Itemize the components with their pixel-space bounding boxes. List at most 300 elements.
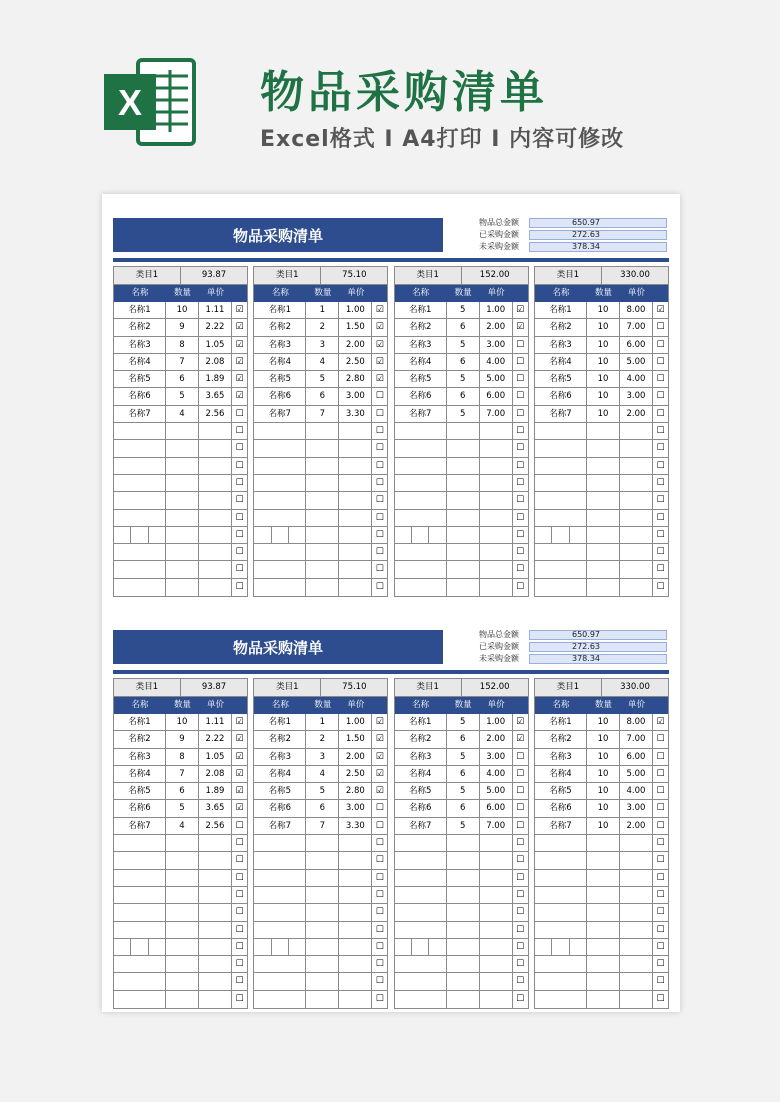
item-price-cell[interactable]: 2.80 — [339, 783, 372, 799]
item-qty-cell[interactable]: 6 — [447, 354, 480, 370]
purchased-checkbox[interactable]: ☑ — [375, 751, 384, 762]
item-name-cell[interactable]: 名称1 — [395, 714, 447, 730]
category-name[interactable]: 类目1 — [254, 679, 321, 696]
item-name-cell[interactable]: 名称6 — [254, 800, 306, 816]
empty-cell[interactable] — [114, 870, 166, 886]
empty-cell[interactable] — [395, 904, 447, 920]
item-price-cell[interactable]: 3.00 — [339, 388, 372, 404]
purchased-checkbox[interactable]: ☐ — [656, 477, 665, 488]
purchased-checkbox[interactable]: ☐ — [375, 477, 384, 488]
purchased-checkbox[interactable]: ☑ — [375, 305, 384, 315]
empty-cell[interactable] — [395, 510, 447, 526]
item-qty-cell[interactable]: 10 — [587, 354, 620, 370]
item-name-cell[interactable]: 名称7 — [535, 818, 587, 834]
item-name-cell[interactable]: 名称6 — [535, 800, 587, 816]
purchased-checkbox[interactable]: ☐ — [375, 512, 384, 523]
empty-cell[interactable] — [114, 922, 166, 938]
purchased-checkbox[interactable]: ☑ — [235, 786, 244, 797]
item-name-cell[interactable]: 名称6 — [254, 388, 306, 404]
purchased-checkbox[interactable]: ☐ — [656, 768, 665, 779]
empty-cell[interactable] — [480, 492, 513, 508]
empty-cell[interactable] — [166, 423, 199, 439]
empty-cell[interactable] — [254, 887, 306, 903]
item-price-cell[interactable]: 1.00 — [339, 302, 372, 318]
purchased-checkbox[interactable]: ☐ — [656, 872, 665, 883]
empty-cell[interactable] — [166, 440, 199, 456]
purchased-checkbox[interactable]: ☐ — [235, 581, 244, 592]
purchased-checkbox[interactable]: ☐ — [516, 477, 525, 488]
empty-cell[interactable] — [306, 527, 339, 543]
item-name-cell[interactable]: 名称1 — [535, 714, 587, 730]
empty-cell[interactable] — [199, 423, 232, 439]
purchased-checkbox[interactable]: ☑ — [375, 768, 384, 779]
empty-cell[interactable] — [199, 510, 232, 526]
purchased-checkbox[interactable]: ☐ — [516, 495, 525, 506]
item-qty-cell[interactable]: 5 — [447, 406, 480, 422]
item-qty-cell[interactable]: 5 — [447, 302, 480, 318]
empty-cell[interactable] — [620, 527, 653, 543]
purchased-checkbox[interactable]: ☐ — [235, 477, 244, 488]
empty-cell[interactable] — [535, 922, 587, 938]
purchased-checkbox[interactable]: ☐ — [656, 889, 665, 900]
empty-cell[interactable] — [535, 458, 587, 474]
empty-cell[interactable] — [199, 475, 232, 491]
purchased-checkbox[interactable]: ☑ — [375, 717, 384, 727]
empty-cell[interactable] — [480, 579, 513, 596]
empty-cell[interactable] — [254, 922, 306, 938]
empty-cell[interactable] — [199, 561, 232, 577]
empty-cell[interactable] — [254, 475, 306, 491]
empty-cell[interactable] — [339, 440, 372, 456]
purchased-checkbox[interactable]: ☑ — [375, 339, 384, 350]
empty-cell[interactable] — [480, 973, 513, 989]
purchased-checkbox[interactable]: ☐ — [516, 907, 525, 918]
item-price-cell[interactable]: 5.00 — [620, 766, 653, 782]
item-qty-cell[interactable]: 7 — [306, 406, 339, 422]
item-name-cell[interactable]: 名称3 — [114, 337, 166, 353]
item-qty-cell[interactable]: 3 — [306, 749, 339, 765]
item-qty-cell[interactable]: 10 — [587, 371, 620, 387]
item-price-cell[interactable]: 2.56 — [199, 818, 232, 834]
purchased-checkbox[interactable]: ☑ — [235, 391, 244, 402]
item-price-cell[interactable]: 2.50 — [339, 354, 372, 370]
empty-cell[interactable] — [306, 579, 339, 596]
empty-cell[interactable] — [587, 973, 620, 989]
empty-cell[interactable] — [114, 835, 166, 851]
empty-cell[interactable] — [254, 561, 306, 577]
item-name-cell[interactable]: 名称5 — [535, 783, 587, 799]
empty-cell[interactable] — [306, 870, 339, 886]
purchased-checkbox[interactable]: ☑ — [235, 374, 244, 385]
item-name-cell[interactable]: 名称1 — [114, 302, 166, 318]
item-name-cell[interactable]: 名称5 — [254, 783, 306, 799]
purchased-checkbox[interactable]: ☐ — [516, 768, 525, 779]
category-name[interactable]: 类目1 — [114, 679, 181, 696]
empty-cell[interactable] — [447, 852, 480, 868]
empty-cell[interactable] — [480, 939, 513, 955]
empty-cell[interactable] — [306, 973, 339, 989]
purchased-checkbox[interactable]: ☐ — [235, 512, 244, 523]
item-qty-cell[interactable]: 6 — [306, 800, 339, 816]
item-qty-cell[interactable]: 5 — [447, 714, 480, 730]
empty-cell[interactable] — [395, 973, 447, 989]
empty-cell[interactable] — [114, 561, 166, 577]
category-name[interactable]: 类目1 — [535, 267, 602, 284]
empty-cell[interactable] — [114, 973, 166, 989]
category-name[interactable]: 类目1 — [535, 679, 602, 696]
item-qty-cell[interactable]: 6 — [306, 388, 339, 404]
purchased-checkbox[interactable]: ☐ — [235, 924, 244, 935]
purchased-checkbox[interactable]: ☐ — [656, 993, 665, 1004]
item-name-cell[interactable]: 名称3 — [535, 337, 587, 353]
empty-cell[interactable] — [535, 544, 587, 560]
item-price-cell[interactable]: 4.00 — [620, 783, 653, 799]
empty-cell[interactable] — [535, 887, 587, 903]
purchased-checkbox[interactable]: ☐ — [656, 426, 665, 437]
item-qty-cell[interactable]: 6 — [447, 731, 480, 747]
item-name-cell[interactable]: 名称7 — [254, 818, 306, 834]
item-qty-cell[interactable]: 6 — [447, 388, 480, 404]
item-qty-cell[interactable]: 10 — [587, 800, 620, 816]
empty-cell[interactable] — [480, 852, 513, 868]
item-price-cell[interactable]: 3.65 — [199, 388, 232, 404]
empty-cell[interactable] — [447, 956, 480, 972]
empty-cell[interactable] — [620, 510, 653, 526]
empty-cell[interactable] — [306, 475, 339, 491]
empty-cell[interactable] — [535, 510, 587, 526]
purchased-checkbox[interactable]: ☐ — [516, 889, 525, 900]
item-name-cell[interactable]: 名称4 — [254, 766, 306, 782]
item-price-cell[interactable]: 2.56 — [199, 406, 232, 422]
purchased-checkbox[interactable]: ☐ — [375, 460, 384, 471]
empty-cell[interactable] — [114, 510, 166, 526]
item-name-cell[interactable]: 名称2 — [535, 319, 587, 335]
item-qty-cell[interactable]: 7 — [166, 354, 199, 370]
empty-cell[interactable] — [447, 458, 480, 474]
purchased-checkbox[interactable]: ☐ — [235, 872, 244, 883]
empty-cell[interactable] — [306, 922, 339, 938]
item-price-cell[interactable]: 3.00 — [620, 800, 653, 816]
item-price-cell[interactable]: 2.22 — [199, 731, 232, 747]
purchased-checkbox[interactable]: ☐ — [656, 443, 665, 454]
item-name-cell[interactable]: 名称6 — [395, 388, 447, 404]
purchased-checkbox[interactable]: ☐ — [516, 512, 525, 523]
empty-cell[interactable] — [620, 458, 653, 474]
purchased-checkbox[interactable]: ☐ — [375, 889, 384, 900]
empty-cell[interactable] — [114, 904, 166, 920]
purchased-checkbox[interactable]: ☑ — [656, 717, 665, 727]
empty-cell[interactable] — [166, 939, 199, 955]
item-price-cell[interactable]: 7.00 — [480, 406, 513, 422]
item-price-cell[interactable]: 1.05 — [199, 749, 232, 765]
empty-cell[interactable] — [395, 561, 447, 577]
purchased-checkbox[interactable]: ☑ — [516, 322, 525, 333]
item-qty-cell[interactable]: 4 — [166, 406, 199, 422]
empty-cell[interactable] — [306, 440, 339, 456]
empty-cell[interactable] — [166, 904, 199, 920]
empty-cell[interactable] — [447, 939, 480, 955]
purchased-checkbox[interactable]: ☐ — [516, 443, 525, 454]
empty-cell[interactable] — [114, 475, 166, 491]
purchased-checkbox[interactable]: ☐ — [656, 907, 665, 918]
empty-cell[interactable] — [254, 852, 306, 868]
item-qty-cell[interactable]: 5 — [306, 783, 339, 799]
empty-cell[interactable] — [339, 973, 372, 989]
empty-cell[interactable] — [447, 492, 480, 508]
empty-cell[interactable] — [254, 904, 306, 920]
empty-cell[interactable] — [254, 544, 306, 560]
empty-cell[interactable] — [114, 440, 166, 456]
item-price-cell[interactable]: 3.00 — [480, 337, 513, 353]
purchased-checkbox[interactable]: ☐ — [516, 391, 525, 402]
category-name[interactable]: 类目1 — [395, 267, 462, 284]
empty-cell[interactable] — [166, 510, 199, 526]
empty-cell[interactable] — [254, 870, 306, 886]
empty-cell[interactable] — [587, 475, 620, 491]
item-name-cell[interactable]: 名称3 — [254, 749, 306, 765]
empty-cell[interactable] — [306, 544, 339, 560]
item-name-cell[interactable]: 名称4 — [395, 354, 447, 370]
purchased-checkbox[interactable]: ☐ — [516, 786, 525, 797]
purchased-checkbox[interactable]: ☐ — [516, 820, 525, 831]
item-name-cell[interactable]: 名称2 — [114, 731, 166, 747]
item-price-cell[interactable]: 1.00 — [480, 714, 513, 730]
item-qty-cell[interactable]: 9 — [166, 731, 199, 747]
item-price-cell[interactable]: 1.89 — [199, 371, 232, 387]
empty-cell[interactable] — [306, 852, 339, 868]
purchased-checkbox[interactable]: ☐ — [235, 408, 244, 419]
empty-cell[interactable] — [587, 423, 620, 439]
item-price-cell[interactable]: 1.00 — [339, 714, 372, 730]
item-name-cell[interactable]: 名称7 — [535, 406, 587, 422]
empty-cell[interactable] — [306, 510, 339, 526]
empty-cell[interactable] — [535, 870, 587, 886]
empty-cell[interactable] — [166, 870, 199, 886]
empty-cell[interactable] — [395, 922, 447, 938]
item-qty-cell[interactable]: 8 — [166, 337, 199, 353]
item-qty-cell[interactable]: 10 — [587, 388, 620, 404]
item-price-cell[interactable]: 2.00 — [620, 406, 653, 422]
empty-cell[interactable] — [587, 458, 620, 474]
empty-cell[interactable] — [254, 579, 306, 596]
empty-cell[interactable] — [339, 475, 372, 491]
purchased-checkbox[interactable]: ☑ — [235, 803, 244, 814]
item-name-cell[interactable]: 名称1 — [535, 302, 587, 318]
purchased-checkbox[interactable]: ☐ — [375, 924, 384, 935]
empty-cell[interactable] — [447, 510, 480, 526]
item-qty-cell[interactable]: 5 — [166, 388, 199, 404]
item-price-cell[interactable]: 2.00 — [480, 731, 513, 747]
empty-cell[interactable] — [166, 922, 199, 938]
empty-cell[interactable] — [587, 492, 620, 508]
empty-cell[interactable] — [254, 440, 306, 456]
purchased-checkbox[interactable]: ☐ — [516, 529, 525, 540]
item-name-cell[interactable]: 名称1 — [395, 302, 447, 318]
empty-cell[interactable] — [395, 527, 447, 543]
item-price-cell[interactable]: 1.50 — [339, 319, 372, 335]
empty-cell[interactable] — [199, 870, 232, 886]
item-qty-cell[interactable]: 10 — [587, 302, 620, 318]
empty-cell[interactable] — [339, 939, 372, 955]
empty-cell[interactable] — [395, 835, 447, 851]
purchased-checkbox[interactable]: ☐ — [235, 889, 244, 900]
empty-cell[interactable] — [447, 544, 480, 560]
purchased-checkbox[interactable]: ☐ — [375, 941, 384, 952]
empty-cell[interactable] — [254, 527, 306, 543]
empty-cell[interactable] — [480, 475, 513, 491]
empty-cell[interactable] — [480, 835, 513, 851]
item-name-cell[interactable]: 名称3 — [114, 749, 166, 765]
item-price-cell[interactable]: 6.00 — [620, 749, 653, 765]
item-price-cell[interactable]: 3.00 — [620, 388, 653, 404]
item-price-cell[interactable]: 3.65 — [199, 800, 232, 816]
empty-cell[interactable] — [395, 492, 447, 508]
purchased-checkbox[interactable]: ☐ — [375, 529, 384, 540]
empty-cell[interactable] — [114, 544, 166, 560]
item-price-cell[interactable]: 8.00 — [620, 714, 653, 730]
item-qty-cell[interactable]: 10 — [587, 818, 620, 834]
purchased-checkbox[interactable]: ☐ — [516, 581, 525, 592]
purchased-checkbox[interactable]: ☑ — [516, 305, 525, 315]
empty-cell[interactable] — [199, 579, 232, 596]
empty-cell[interactable] — [535, 475, 587, 491]
item-qty-cell[interactable]: 10 — [587, 337, 620, 353]
empty-cell[interactable] — [535, 835, 587, 851]
empty-cell[interactable] — [199, 887, 232, 903]
item-name-cell[interactable]: 名称1 — [254, 714, 306, 730]
empty-cell[interactable] — [447, 423, 480, 439]
item-price-cell[interactable]: 5.00 — [480, 371, 513, 387]
empty-cell[interactable] — [620, 956, 653, 972]
item-price-cell[interactable]: 4.00 — [620, 371, 653, 387]
empty-cell[interactable] — [587, 544, 620, 560]
purchased-checkbox[interactable]: ☑ — [375, 374, 384, 385]
purchased-checkbox[interactable]: ☐ — [656, 408, 665, 419]
empty-cell[interactable] — [587, 956, 620, 972]
purchased-checkbox[interactable]: ☐ — [656, 941, 665, 952]
item-qty-cell[interactable]: 10 — [166, 302, 199, 318]
item-price-cell[interactable]: 1.00 — [480, 302, 513, 318]
empty-cell[interactable] — [254, 956, 306, 972]
empty-cell[interactable] — [447, 561, 480, 577]
empty-cell[interactable] — [620, 973, 653, 989]
item-qty-cell[interactable]: 6 — [447, 766, 480, 782]
empty-cell[interactable] — [306, 835, 339, 851]
purchased-checkbox[interactable]: ☐ — [375, 872, 384, 883]
purchased-checkbox[interactable]: ☑ — [375, 734, 384, 745]
empty-cell[interactable] — [535, 852, 587, 868]
item-name-cell[interactable]: 名称1 — [254, 302, 306, 318]
empty-cell[interactable] — [166, 973, 199, 989]
empty-cell[interactable] — [395, 852, 447, 868]
purchased-checkbox[interactable]: ☐ — [516, 547, 525, 558]
item-name-cell[interactable]: 名称6 — [114, 800, 166, 816]
item-price-cell[interactable]: 5.00 — [620, 354, 653, 370]
item-name-cell[interactable]: 名称7 — [114, 818, 166, 834]
purchased-checkbox[interactable]: ☐ — [656, 322, 665, 333]
empty-cell[interactable] — [535, 939, 587, 955]
item-price-cell[interactable]: 3.00 — [339, 800, 372, 816]
item-qty-cell[interactable]: 10 — [587, 319, 620, 335]
purchased-checkbox[interactable]: ☐ — [375, 495, 384, 506]
empty-cell[interactable] — [447, 887, 480, 903]
purchased-checkbox[interactable]: ☐ — [516, 339, 525, 350]
item-qty-cell[interactable]: 6 — [447, 319, 480, 335]
purchased-checkbox[interactable]: ☐ — [516, 976, 525, 987]
empty-cell[interactable] — [199, 956, 232, 972]
item-qty-cell[interactable]: 3 — [306, 337, 339, 353]
item-price-cell[interactable]: 4.00 — [480, 766, 513, 782]
item-name-cell[interactable]: 名称5 — [395, 371, 447, 387]
purchased-checkbox[interactable]: ☑ — [235, 717, 244, 727]
item-qty-cell[interactable]: 5 — [166, 800, 199, 816]
empty-cell[interactable] — [535, 561, 587, 577]
empty-cell[interactable] — [620, 544, 653, 560]
empty-cell[interactable] — [306, 458, 339, 474]
purchased-checkbox[interactable]: ☐ — [375, 408, 384, 419]
empty-cell[interactable] — [114, 579, 166, 596]
purchased-checkbox[interactable]: ☑ — [516, 717, 525, 727]
empty-cell[interactable] — [620, 561, 653, 577]
purchased-checkbox[interactable]: ☐ — [656, 339, 665, 350]
empty-cell[interactable] — [166, 991, 199, 1008]
purchased-checkbox[interactable]: ☐ — [656, 564, 665, 575]
item-qty-cell[interactable]: 5 — [447, 749, 480, 765]
empty-cell[interactable] — [480, 991, 513, 1008]
empty-cell[interactable] — [306, 991, 339, 1008]
empty-cell[interactable] — [339, 561, 372, 577]
empty-cell[interactable] — [620, 887, 653, 903]
purchased-checkbox[interactable]: ☐ — [375, 959, 384, 970]
purchased-checkbox[interactable]: ☐ — [656, 734, 665, 745]
item-name-cell[interactable]: 名称5 — [114, 783, 166, 799]
empty-cell[interactable] — [339, 579, 372, 596]
item-price-cell[interactable]: 7.00 — [620, 731, 653, 747]
purchased-checkbox[interactable]: ☐ — [656, 803, 665, 814]
item-name-cell[interactable]: 名称7 — [114, 406, 166, 422]
item-name-cell[interactable]: 名称4 — [114, 766, 166, 782]
empty-cell[interactable] — [339, 458, 372, 474]
purchased-checkbox[interactable]: ☑ — [516, 734, 525, 745]
purchased-checkbox[interactable]: ☐ — [656, 460, 665, 471]
empty-cell[interactable] — [254, 973, 306, 989]
empty-cell[interactable] — [587, 939, 620, 955]
empty-cell[interactable] — [447, 904, 480, 920]
purchased-checkbox[interactable]: ☐ — [235, 959, 244, 970]
empty-cell[interactable] — [166, 579, 199, 596]
item-price-cell[interactable]: 1.89 — [199, 783, 232, 799]
empty-cell[interactable] — [395, 423, 447, 439]
purchased-checkbox[interactable]: ☐ — [656, 512, 665, 523]
empty-cell[interactable] — [480, 922, 513, 938]
purchased-checkbox[interactable]: ☐ — [235, 547, 244, 558]
purchased-checkbox[interactable]: ☐ — [375, 547, 384, 558]
empty-cell[interactable] — [480, 510, 513, 526]
item-qty-cell[interactable]: 6 — [166, 783, 199, 799]
purchased-checkbox[interactable]: ☑ — [235, 751, 244, 762]
empty-cell[interactable] — [587, 922, 620, 938]
empty-cell[interactable] — [587, 904, 620, 920]
empty-cell[interactable] — [339, 492, 372, 508]
item-name-cell[interactable]: 名称7 — [395, 818, 447, 834]
empty-cell[interactable] — [587, 579, 620, 596]
empty-cell[interactable] — [199, 544, 232, 560]
item-qty-cell[interactable]: 4 — [306, 766, 339, 782]
item-name-cell[interactable]: 名称2 — [114, 319, 166, 335]
item-price-cell[interactable]: 6.00 — [620, 337, 653, 353]
item-qty-cell[interactable]: 10 — [166, 714, 199, 730]
item-price-cell[interactable]: 7.00 — [480, 818, 513, 834]
